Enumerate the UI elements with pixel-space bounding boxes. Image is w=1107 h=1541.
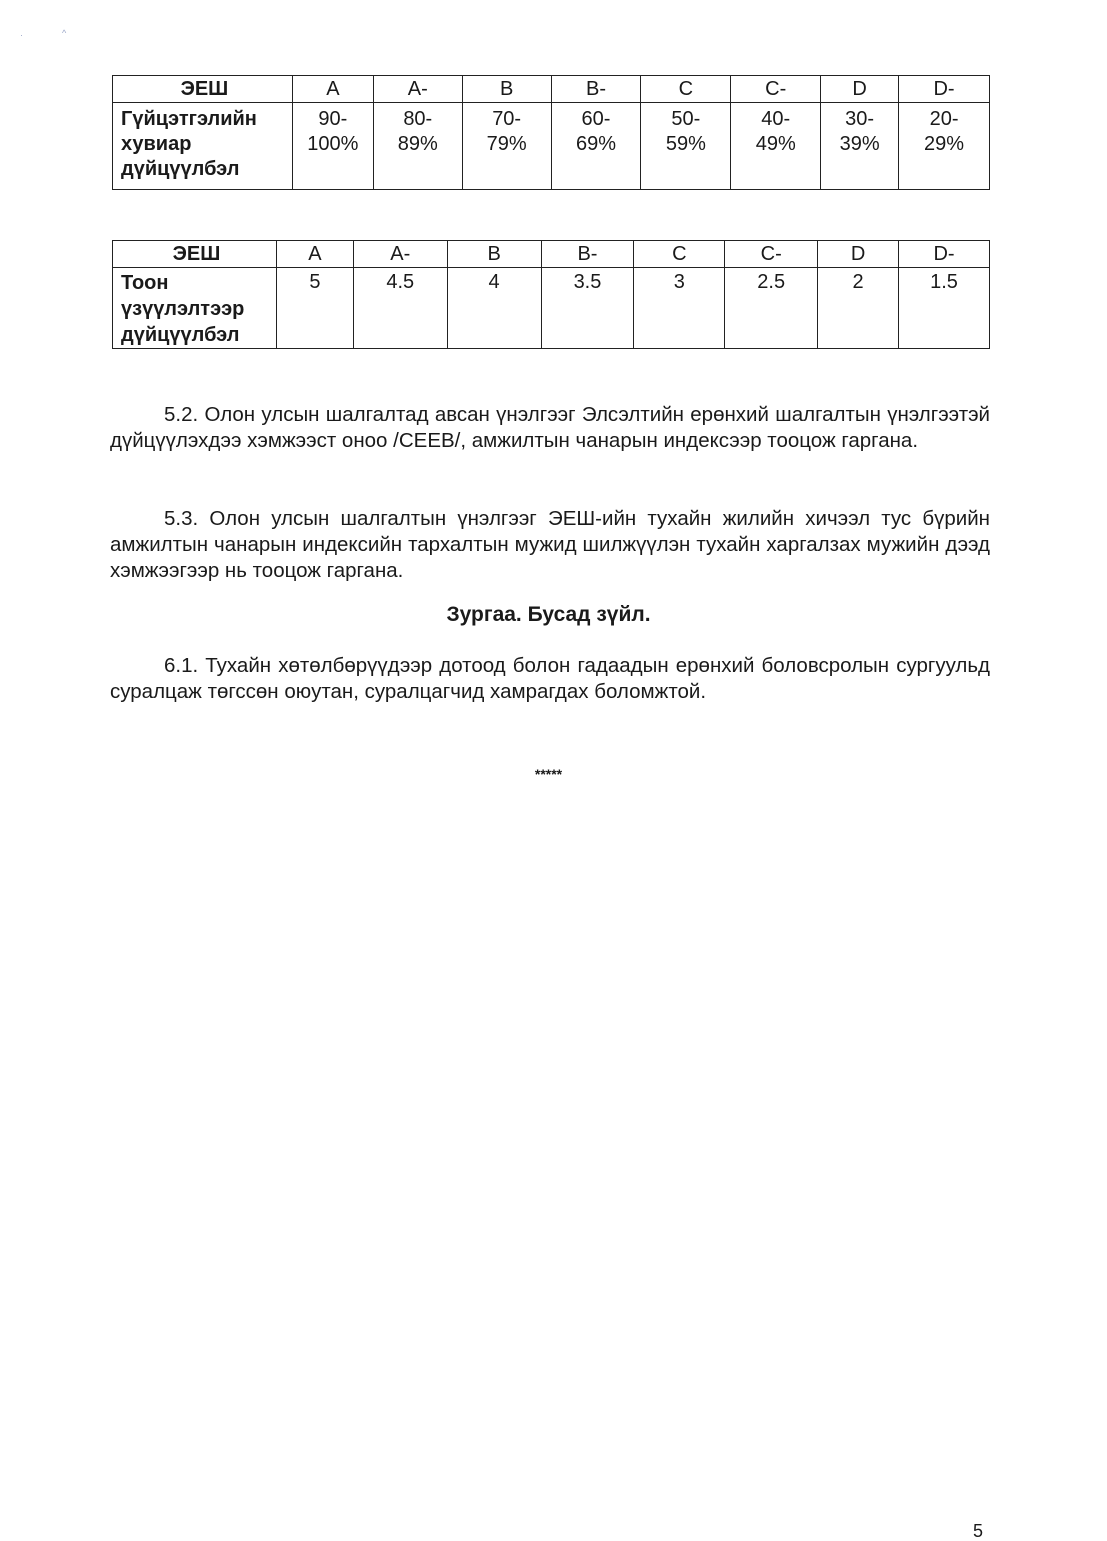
percent-range-end: 29% [924,133,965,155]
table-header-row [113,76,990,103]
percent-cell [462,103,551,190]
paragraph-5-3: 5.3. Олон улсын шалгалтын үнэлгээг ЭЕШ-ийн тухайн жилийн хичээл тус бүрийн амжилтын чанарын индексийн тархалтын мужид шилжүүлэн тухайн харгалзах мужийн дээд хэмжээгээр нь тооцож гаргана. [110,507,990,582]
percent-range-end: 89% [397,133,438,155]
grade-header-cell: D [818,241,899,268]
row-label [113,268,277,349]
percent-range-start: 80- [403,108,433,130]
table-row [113,268,990,349]
numeric-cell: 4 [447,268,541,349]
grade-header-cell: C [634,241,725,268]
percent-range-start: 20- [929,108,959,130]
percent-range-end: 49% [755,133,796,155]
percent-range-start: 50- [671,108,701,130]
percent-range-end: 100% [307,133,359,155]
section-heading: Зургаа. Бусад зүйл. [446,603,651,626]
grade-header-cell: D [821,76,899,103]
percent-cell [551,103,641,190]
scan-speck: · [20,30,23,40]
grade-header-cell: A [276,241,353,268]
percent-range-end: 69% [575,133,617,155]
numeric-cell: 2.5 [725,268,818,349]
grade-numeric-table [112,240,990,349]
numeric-cell: 2 [818,268,899,349]
grade-header-cell: C [641,76,731,103]
percent-range-start: 30- [845,108,875,130]
grade-header-cell: D- [899,241,990,268]
scan-speck: ^ [62,28,67,38]
row-label [113,103,293,190]
percent-range-start: 40- [761,108,791,130]
numeric-cell: 3 [634,268,725,349]
row-label-line: хувиар [121,133,192,155]
table-header-label: ЭЕШ [113,76,293,103]
percent-range-end: 59% [665,133,706,155]
row-label-line: үзүүлэлтээр [121,298,245,320]
end-marker: ***** [534,766,563,782]
row-label-line: дүйцүүлбэл [121,324,240,346]
grade-header-cell: C- [725,241,818,268]
percent-cell [899,103,990,190]
row-label-line: дүйцүүлбэл [121,158,240,180]
grade-header-cell: B [447,241,541,268]
percent-cell [821,103,899,190]
row-label-line: Тоон [121,272,169,294]
grade-header-cell: A [292,76,373,103]
percent-cell [292,103,373,190]
grade-header-cell: D- [899,76,990,103]
numeric-cell: 4.5 [353,268,447,349]
grade-header-cell: C- [731,76,821,103]
numeric-cell: 5 [276,268,353,349]
table-row [113,103,990,190]
page-number: 5 [973,1521,984,1541]
table-header-row [113,241,990,268]
numeric-cell: 3.5 [541,268,634,349]
percent-range-start: 90- [318,108,348,130]
grade-header-cell: A- [373,76,462,103]
row-label-line: Гүйцэтгэлийн [121,108,257,130]
percent-range-end: 39% [839,133,880,155]
grade-header-cell: B- [551,76,641,103]
table-header-label: ЭЕШ [113,241,277,268]
percent-range-start: 60- [581,108,611,130]
percent-range-start: 70- [492,108,522,130]
paragraph-5-2: 5.2. Олон улсын шалгалтад авсан үнэлгээг Элсэлтийн ерөнхий шалгалтын үнэлгээтэй дүйцүүлэхдээ хэмжээст оноо /CEEB/, амжилтын чанарын индексээр тооцож гаргана. [110,403,990,452]
percent-cell [731,103,821,190]
grade-header-cell: B [462,76,551,103]
percent-cell [373,103,462,190]
grade-header-cell: A- [353,241,447,268]
grade-percent-table [112,75,990,190]
numeric-cell: 1.5 [899,268,990,349]
percent-cell [641,103,731,190]
paragraph-6-1: 6.1. Тухайн хөтөлбөрүүдээр дотоод болон гадаадын ерөнхий боловсролын сургуульд суралцаж төгссөн оюутан, суралцагчид хамрагдах боломжтой. [110,654,990,703]
percent-range-end: 79% [486,133,527,155]
grade-header-cell: B- [541,241,634,268]
